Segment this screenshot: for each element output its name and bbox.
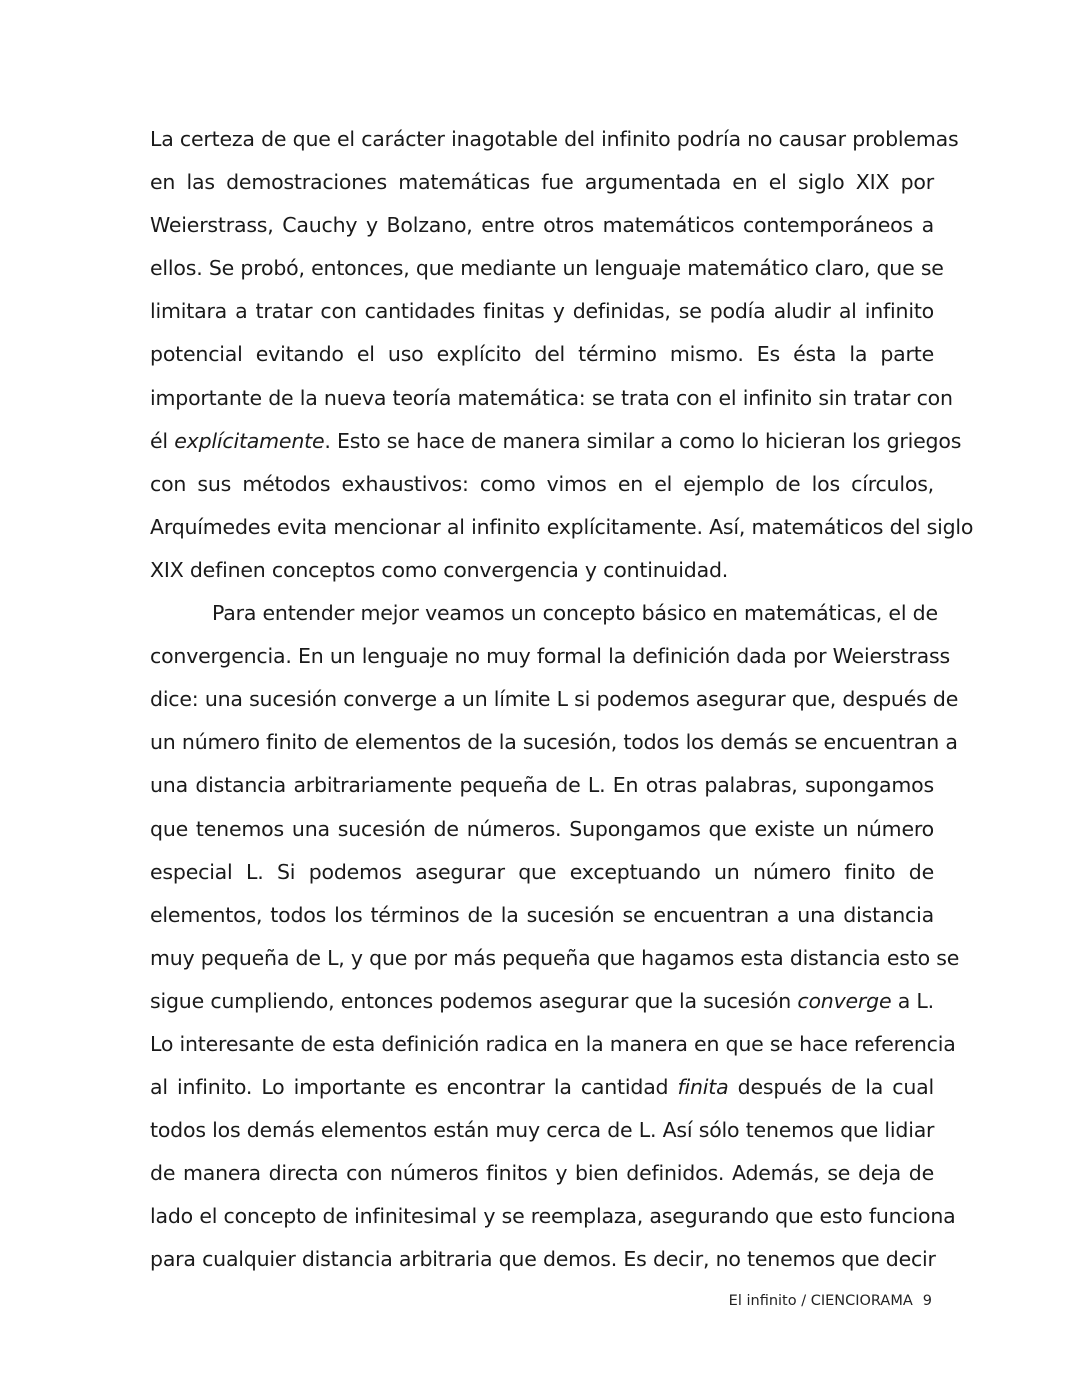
text-line [150, 122, 959, 165]
text-segment: al infinito. Lo importante es encontrar la cantidad [150, 1075, 678, 1100]
text-line [150, 381, 953, 424]
text-segment: . Esto se hace de manera similar a como lo hicieran los griegos [324, 428, 962, 453]
text-segment: un número finito de elementos de la sucesión, todos los demás se encuentran a [150, 730, 958, 755]
text-line [150, 251, 944, 294]
text-segment: ellos. Se probó, entonces, que mediante un lenguaje matemático claro, que se [150, 256, 944, 281]
text-segment: Arquímedes evita mencionar al infinito explícitamente. Así, matemáticos del siglo [150, 514, 974, 539]
text-segment: Weierstrass, Cauchy y Bolzano, entre otros matemáticos contemporáneos a [150, 213, 934, 238]
text-line [150, 984, 934, 1027]
text-line [150, 467, 934, 510]
text-line [150, 553, 934, 596]
italic-text: converge [797, 988, 892, 1013]
text-line [150, 208, 934, 251]
text-segment: una distancia arbitrariamente pequeña de L. En otras palabras, supongamos [150, 773, 934, 798]
text-line [150, 725, 958, 768]
text-line [150, 165, 934, 208]
text-line [150, 768, 934, 811]
running-title: El infinito / CIENCIORAMA [728, 1293, 913, 1309]
text-line [150, 424, 962, 467]
text-line [150, 812, 934, 855]
text-segment: convergencia. En un lenguaje no muy formal la definición dada por Weierstrass [150, 644, 950, 669]
text-segment: La certeza de que el carácter inagotable del infinito podría no causar problemas [150, 127, 959, 151]
text-segment: en las demostraciones matemáticas fue argumentada en el siglo XIX por [150, 170, 934, 195]
text-line [150, 1242, 934, 1285]
text-segment: limitara a tratar con cantidades finitas y definidas, se podía aludir al infinito [150, 299, 934, 324]
text-line [150, 941, 960, 984]
text-segment: de manera directa con números finitos y bien definidos. Además, se deja de [150, 1161, 934, 1186]
text-line [150, 1070, 934, 1113]
text-segment: potencial evitando el uso explícito del término mismo. Es ésta la parte [150, 342, 934, 367]
text-line [150, 596, 938, 639]
text-segment: después de la cual [728, 1075, 934, 1100]
text-segment: sigue cumpliendo, entonces podemos asegurar que la sucesión [150, 988, 798, 1013]
text-segment: Para entender mejor veamos un concepto básico en matemáticas, el de [212, 601, 938, 626]
text-line [150, 337, 934, 380]
text-line [150, 510, 974, 553]
page-number: 9 [922, 1293, 932, 1309]
italic-text: explícitamente [174, 428, 325, 453]
text-segment: a L. [891, 988, 934, 1013]
text-line [150, 1113, 934, 1156]
italic-text: finita [677, 1075, 729, 1100]
text-segment: Lo interesante de esta definición radica en la manera en que se hace referencia [150, 1031, 956, 1056]
page-footer [729, 1293, 932, 1309]
text-line [150, 1027, 956, 1070]
text-segment: elementos, todos los términos de la sucesión se encuentran a una distancia [150, 902, 934, 927]
text-segment: muy pequeña de L, y que por más pequeña que hagamos esta distancia esto se [150, 945, 960, 970]
text-segment: con sus métodos exhaustivos: como vimos en el ejemplo de los círculos, [150, 471, 934, 496]
text-segment: XIX definen conceptos como convergencia y continuidad. [150, 557, 729, 582]
text-segment: él [150, 428, 175, 453]
text-line [150, 682, 959, 725]
text-line [150, 898, 934, 941]
text-line [150, 1156, 934, 1199]
text-line [150, 855, 934, 898]
text-segment: importante de la nueva teoría matemática: se trata con el infinito sin tratar con [150, 385, 953, 410]
text-segment: dice: una sucesión converge a un límite L si podemos asegurar que, después de [150, 687, 959, 712]
text-line [150, 1199, 956, 1242]
text-segment: para cualquier distancia arbitraria que demos. Es decir, no tenemos que decir [150, 1247, 936, 1272]
text-segment: lado el concepto de infinitesimal y se reemplaza, asegurando que esto funciona [150, 1204, 956, 1229]
body-text [150, 122, 974, 1286]
text-segment: especial L. Si podemos asegurar que exceptuando un número finito de [150, 859, 934, 884]
text-line [150, 639, 950, 682]
text-segment: que tenemos una sucesión de números. Supongamos que existe un número [150, 816, 934, 841]
text-line [150, 294, 934, 337]
text-segment: todos los demás elementos están muy cerca de L. Así sólo tenemos que lidiar [150, 1118, 935, 1143]
